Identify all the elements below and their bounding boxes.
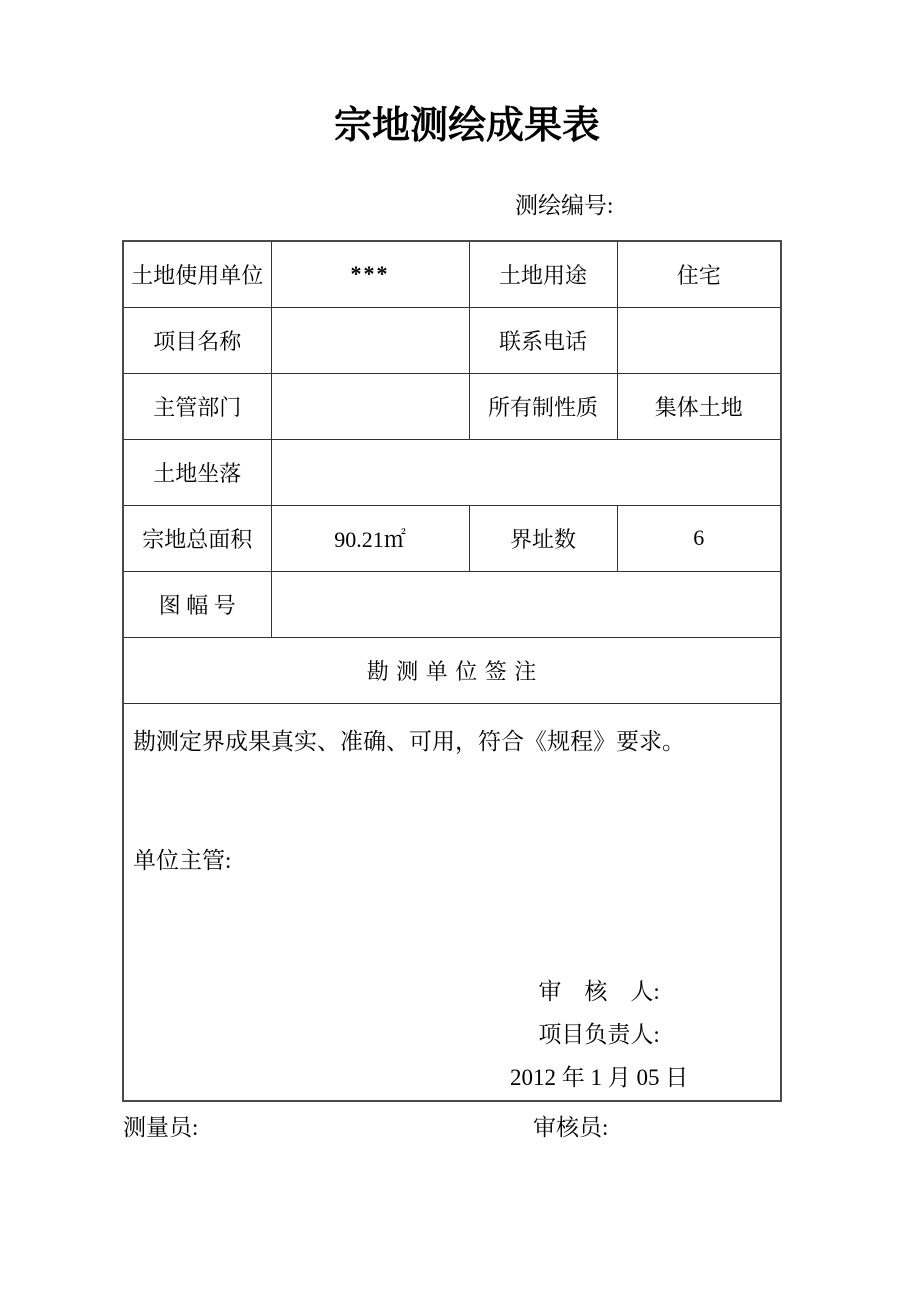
signature-date: 2012 年 1 月 05 日 xyxy=(510,1064,689,1090)
project-name-label: 项目名称 xyxy=(123,307,271,373)
checker-label: 审核员: xyxy=(533,1115,609,1140)
dept-value xyxy=(271,373,469,439)
ownership-value: 集体土地 xyxy=(617,373,781,439)
endorsement-statement: 勘测定界成果真实、准确、可用，符合《规程》要求。 xyxy=(133,728,685,754)
land-use-value: 住宅 xyxy=(617,241,781,307)
phone-label: 联系电话 xyxy=(469,307,617,373)
page-title: 宗地测绘成果表 xyxy=(333,105,600,147)
parcel-info-table xyxy=(122,240,782,1102)
table-row xyxy=(123,505,781,571)
project-leader-label: 项目负责人: xyxy=(538,1021,660,1047)
phone-value xyxy=(617,307,781,373)
map-sheet-value xyxy=(271,571,781,637)
ownership-label: 所有制性质 xyxy=(469,373,617,439)
table-row xyxy=(123,439,781,505)
table-row xyxy=(123,307,781,373)
signature-row xyxy=(123,703,781,1101)
boundary-points-value: 6 xyxy=(617,505,781,571)
survey-number-label: 测绘编号: xyxy=(515,193,614,218)
table-row xyxy=(123,571,781,637)
unit-supervisor-label: 单位主管: xyxy=(133,847,232,873)
land-location-label: 土地坐落 xyxy=(123,439,271,505)
table-row xyxy=(123,373,781,439)
land-location-value xyxy=(271,439,781,505)
table-row xyxy=(123,241,781,307)
map-sheet-label: 图 幅 号 xyxy=(123,571,271,637)
signature-cell xyxy=(123,703,781,1101)
dept-label: 主管部门 xyxy=(123,373,271,439)
surveyor-label: 测量员: xyxy=(123,1115,199,1140)
total-area-label: 宗地总面积 xyxy=(123,505,271,571)
total-area-value: 90.21㎡ xyxy=(271,505,469,571)
signature-right-block xyxy=(510,970,688,1099)
land-user-value: *** xyxy=(271,241,469,307)
land-use-label: 土地用途 xyxy=(469,241,617,307)
reviewer-label: 审 核 人: xyxy=(538,978,660,1004)
project-name-value xyxy=(271,307,469,373)
survey-unit-endorsement-header: 勘 测 单 位 签 注 xyxy=(123,637,781,703)
table-row xyxy=(123,637,781,703)
boundary-points-label: 界址数 xyxy=(469,505,617,571)
land-user-label: 土地使用单位 xyxy=(123,241,271,307)
